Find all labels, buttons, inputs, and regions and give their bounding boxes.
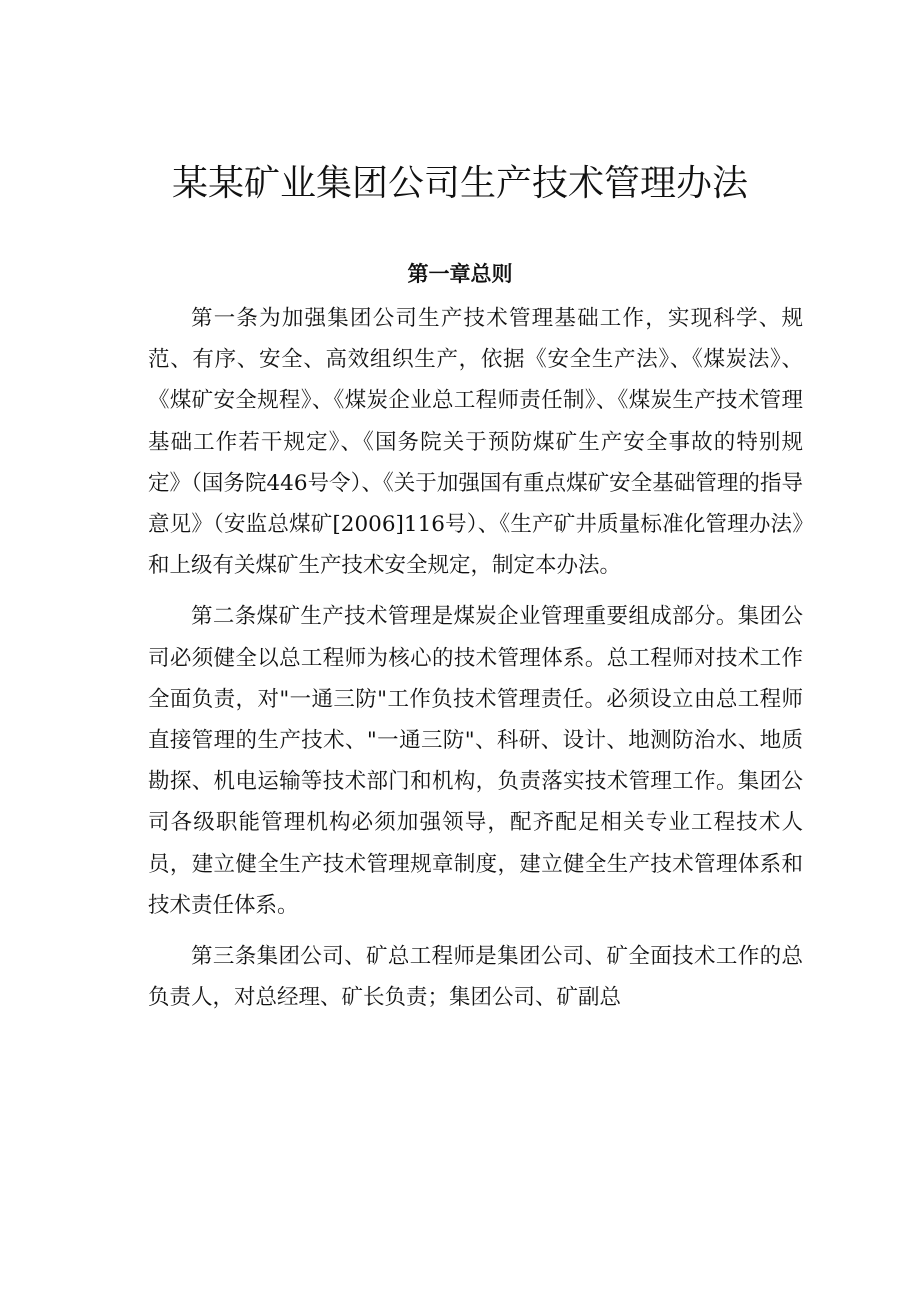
article-1-paragraph: 第一条为加强集团公司生产技术管理基础工作，实现科学、规范、有序、安全、高效组织生产，依据《安全生产法》、《煤炭法》、《煤矿安全规程》、《煤炭企业总工程师责任制》、《煤炭生产技术管理基础工作若干规定》、《国务院关于预防煤矿生产安全事故的特别规定》（国务院446号令）、《关于加强国有重点煤矿安全基础管理的指导意见》（安监总煤矿[2006]116号）、《生产矿井质量标准化管理办法》和上级有关煤矿生产技术安全规定，制定本办法。: [148, 306, 803, 579]
article-2-paragraph: 第二条煤矿生产技术管理是煤炭企业管理重要组成部分。集团公司必须健全以总工程师为核心的技术管理体系。总工程师对技术工作全面负责，对"一通三防"工作负技术管理责任。必须设立由总工程师直接管理的生产技术、"一通三防"、科研、设计、地测防治水、地质勘探、机电运输等技术部门和机构，负责落实技术管理工作。集团公司各级职能管理机构必须加强领导，配齐配足相关专业工程技术人员，建立健全生产技术管理规章制度，建立健全生产技术管理体系和技术责任体系。: [148, 604, 803, 918]
document-body: [148, 298, 803, 1028]
chapter-title: 第一章总则: [407, 262, 513, 286]
document-title: 某某矿业集团公司生产技术管理办法: [171, 163, 748, 204]
article-3-paragraph: 第三条集团公司、矿总工程师是集团公司、矿全面技术工作的总负责人，对总经理、矿长负责；集团公司、矿副总: [148, 944, 803, 1011]
